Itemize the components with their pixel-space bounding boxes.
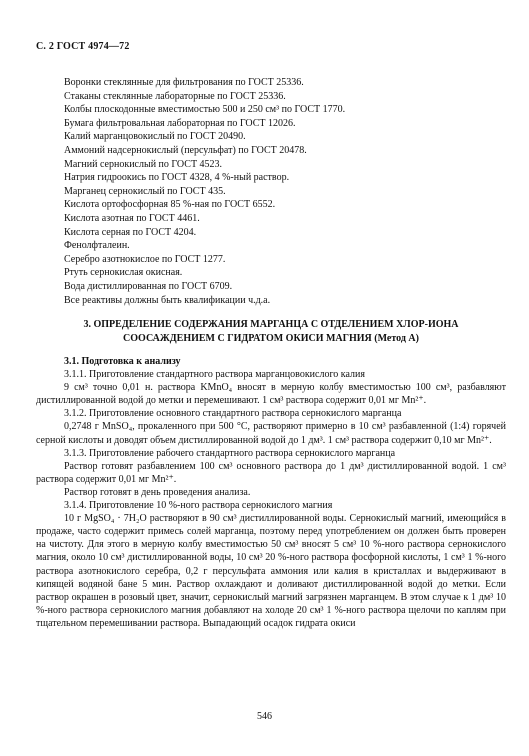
section-title-line-2: СООСАЖДЕНИЕМ С ГИДРАТОМ ОКИСИ МАГНИЯ (Метод А) [123,333,419,344]
list-item: Фенолфталеин. [64,240,130,252]
list-item: Ртуть сернокислая окисная. [64,267,183,279]
section-body [36,355,506,630]
list-item: Калий марганцовокислый по ГОСТ 20490. [64,131,246,143]
running-header: С. 2 ГОСТ 4974—72 [36,41,130,52]
paragraph: 10 г MgSO₄ · 7H₂O растворяют в 90 см³ дистиллированной воды. Сернокислый магний, имеющийся в продаже, часто содержит примесь солей марганца, поэтому перед употреблением он должен быть проверен на чистоту. Для этого в мерную колбу вместимостью 50 см³ вносят 5 см³ 10 %-ного раствора сернокислого магния, около 10 см³ дистиллированной воды, 10 см³ 20 %-ного раствора фосфорной кислоты, 1 см³ 1 %-ного раствора азотнокислого серебра, 0,2 г персульфата аммония или калия в кристаллах и выдерживают в кипящей водяной бане 5 мин. Раствор охлаждают и доливают дистиллированной водой до метки. Если раствор окрашен в розовый цвет, значит, сернокислый магний загрязнен марганцем. В этом случае к 1 дм³ 10 %-ного раствора сернокислого магния добавляют на холоде 20 см³ 1 %-ного раствора щелочи по каплям при тщательном перемешивании раствора. Выпадающий осадок гидрата окиси [36,513,506,629]
paragraph: 3.1.4. Приготовление 10 %-ного раствора сернокислого магния [64,500,333,512]
reagent-list [64,76,504,307]
list-item: Серебро азотнокислое по ГОСТ 1277. [64,253,226,265]
list-item: Стаканы стеклянные лабораторные по ГОСТ 25336. [64,90,286,102]
list-item: Магний сернокислый по ГОСТ 4523. [64,158,223,170]
subsection-heading: 3.1. Подготовка к анализу [64,356,181,367]
page-number: 546 [257,711,272,722]
list-item: Натрия гидроокись по ГОСТ 4328, 4 %-ный раствор. [64,172,290,184]
paragraph: 0,2748 г MnSO₄, прокаленного при 500 °С, растворяют примерно в 10 см³ разбавленной (1:4) горячей серной кислоты и доводят объем дистиллированной водой до 1 дм³. 1 см³ раствора содержит 0,10 мг Mn²⁺. [36,421,506,446]
paragraph: Раствор готовят разбавлением 100 см³ основного раствора до 1 дм³ дистиллированной водой. 1 см³ раствора содержит 0,01 мг Mn²⁺. [36,460,506,485]
paragraph: 3.1.2. Приготовление основного стандартного раствора сернокислого марганца [64,408,402,420]
list-item: Вода дистиллированная по ГОСТ 6709. [64,280,233,292]
paragraph: 3.1.3. Приготовление рабочего стандартного раствора сернокислого марганца [64,447,396,459]
list-item: Кислота азотная по ГОСТ 4461. [64,212,200,224]
list-item: Кислота ортофосфорная 85 %-ная по ГОСТ 6552. [64,199,276,211]
section-title-line-1: 3. ОПРЕДЕЛЕНИЕ СОДЕРЖАНИЯ МАРГАНЦА С ОТДЕЛЕНИЕМ ХЛОР-ИОНА [83,319,459,330]
list-item: Марганец сернокислый по ГОСТ 435. [64,185,226,197]
list-item: Колбы плоскодонные вместимостью 500 и 250 см³ по ГОСТ 1770. [64,104,346,116]
paragraph: 3.1.1. Приготовление стандартного раствора марганцовокислого калия [64,369,365,381]
list-item: Кислота серная по ГОСТ 4204. [64,226,197,238]
list-item: Воронки стеклянные для фильтрования по ГОСТ 25336. [64,77,304,88]
section-heading [36,318,506,346]
paragraph: Раствор готовят в день проведения анализа. [64,486,251,498]
list-item: Бумага фильтровальная лабораторная по ГОСТ 12026. [64,117,296,129]
list-item: Аммоний надсернокислый (персульфат) по ГОСТ 20478. [64,144,307,156]
paragraph: 9 см³ точно 0,01 н. раствора KMnO₄ вносят в мерную колбу вместимостью 100 см³, разбавляют дистиллированной водой до метки и перемешивают. 1 см³ раствора содержит 0,01 мг Mn²⁺. [36,382,506,407]
list-item: Все реактивы должны быть квалификации ч.д.а. [64,294,271,306]
